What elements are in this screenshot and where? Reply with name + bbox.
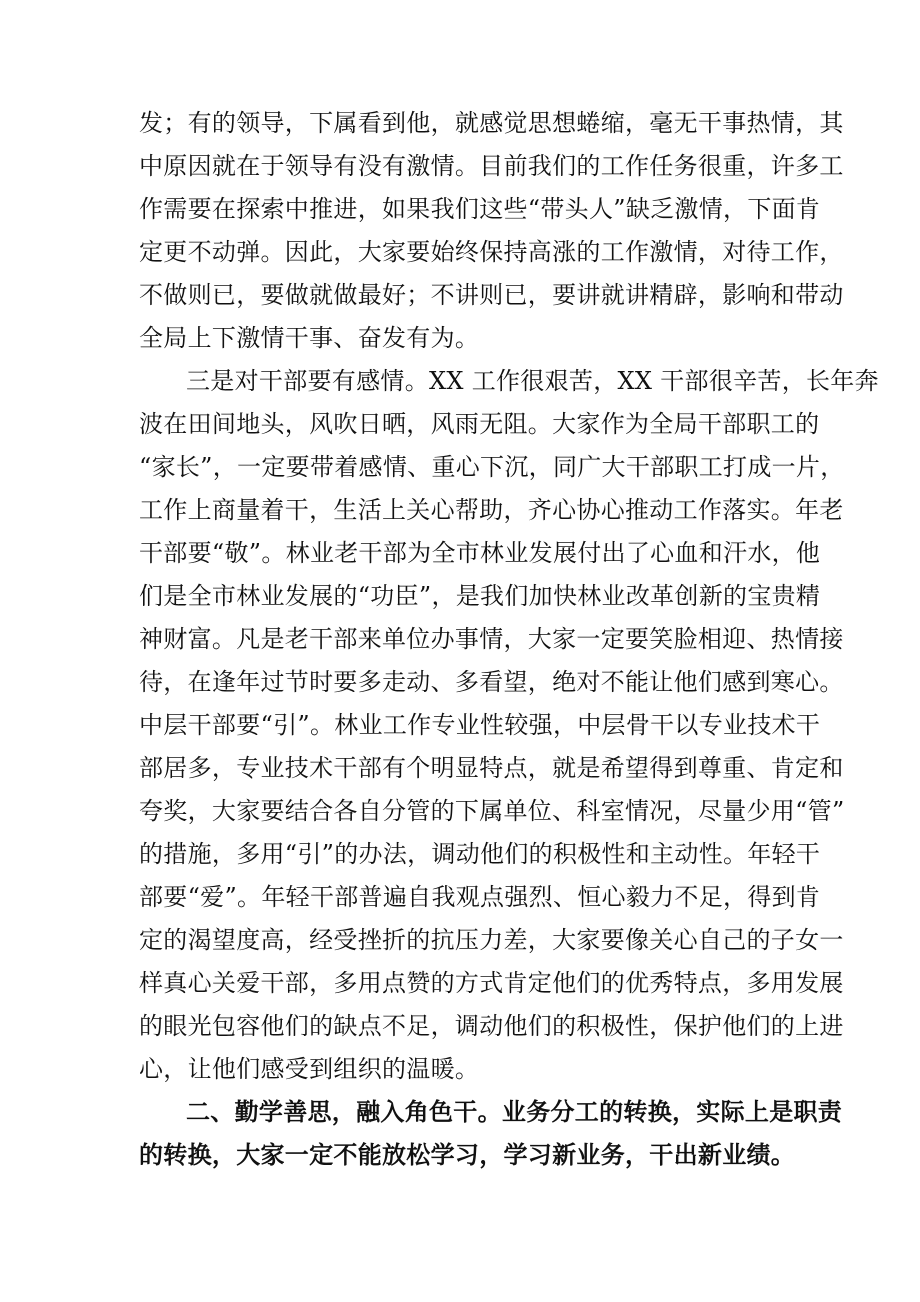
- body-text-line: 样真心关爱干部，多用点赞的方式肯定他们的优秀特点，多用发展: [139, 969, 844, 997]
- body-text-line: 中原因就在于领导有没有激情。目前我们的工作任务很重，许多工: [139, 152, 844, 180]
- body-text-line: 夸奖，大家要结合各自分管的下属单位、科室情况，尽量少用“管”: [139, 797, 845, 825]
- heading-line: 二、勤学善思，融入角色干。业务分工的转换，实际上是职责: [186, 1097, 843, 1126]
- body-text-line: 的眼光包容他们的缺点不足，调动他们的积极性，保护他们的上进: [139, 1012, 844, 1040]
- body-text-line: 的措施，多用“引”的办法，调动他们的积极性和主动性。年轻干: [139, 840, 821, 868]
- body-text-line: 干部要“敬”。林业老干部为全市林业发展付出了心血和汗水，他: [139, 539, 821, 567]
- body-text-line: 全局上下激情干事、奋发有为。: [139, 324, 480, 352]
- body-text-line: 波在田间地头，风吹日晒，风雨无阻。大家作为全局干部职工的: [139, 410, 820, 438]
- body-text-line: 工作上商量着干，生活上关心帮助，齐心协心推动工作落实。年老: [139, 496, 844, 524]
- body-text-line: 们是全市林业发展的“功臣”，是我们加快林业改革创新的宝贵精: [139, 582, 821, 610]
- body-text-line: 部居多，专业技术干部有个明显特点，就是希望得到尊重、肯定和: [139, 754, 844, 782]
- body-text-line: 三是对干部要有感情。XX 工作很艰苦，XX 干部很辛苦，长年奔: [186, 367, 879, 395]
- body-text-line: 作需要在探索中推进，如果我们这些“带头人”缺乏激情，下面肯: [139, 195, 821, 223]
- body-text-line: 部要“爱”。年轻干部普遍自我观点强烈、恒心毅力不足，得到肯: [139, 883, 821, 911]
- body-text-line: 发；有的领导，下属看到他，就感觉思想蜷缩，毫无干事热情，其: [139, 109, 844, 137]
- body-text-line: 不做则已，要做就做最好；不讲则已，要讲就讲精辟，影响和带动: [139, 281, 844, 309]
- body-text-line: 待，在逢年过节时要多走动、多看望，绝对不能让他们感到寒心。: [139, 668, 844, 696]
- body-text-line: 心，让他们感受到组织的温暖。: [139, 1055, 480, 1083]
- body-text-line: 神财富。凡是老干部来单位办事情，大家一定要笑脸相迎、热情接: [139, 625, 844, 653]
- body-text-line: 定的渴望度高，经受挫折的抗压力差，大家要像关心自己的子女一: [139, 926, 844, 954]
- body-text-line: 定更不动弹。因此，大家要始终保持高涨的工作激情，对待工作，: [139, 238, 844, 266]
- body-text-line: “家长”，一定要带着感情、重心下沉，同广大干部职工打成一片，: [139, 453, 845, 481]
- body-text-line: 中层干部要“引”。林业工作专业性较强，中层骨干以专业技术干: [139, 711, 821, 739]
- heading-line: 的转换，大家一定不能放松学习，学习新业务，干出新业绩。: [139, 1140, 796, 1169]
